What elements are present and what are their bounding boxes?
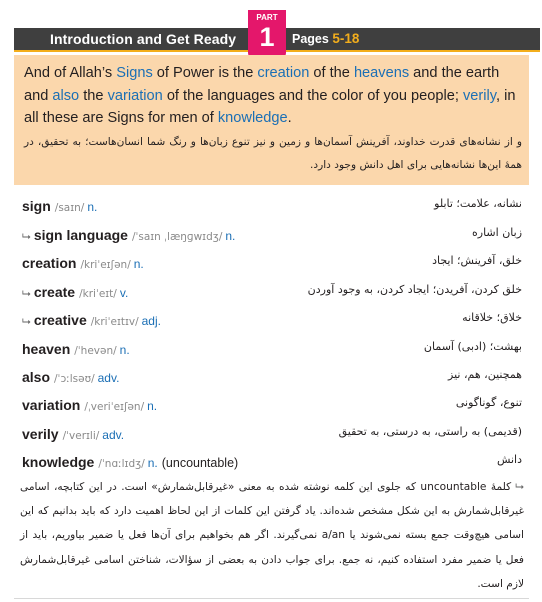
vocab-pos: adv. xyxy=(102,428,125,442)
vocab-pos: n. xyxy=(147,399,158,413)
keyword-creation: creation xyxy=(257,65,310,81)
vocab-word: creation xyxy=(22,255,77,271)
keyword-variation: variation xyxy=(107,87,163,104)
vocab-ipa: /ˈhevən/ xyxy=(74,345,117,357)
vocab-word: creative xyxy=(33,312,87,328)
vocab-word: variation xyxy=(22,397,81,413)
verse-persian: و از نشانه‌های قدرت خداوند، آفرینش آسمان‌ها و زمین و نیز تنوع زبان‌ها و رنگ شما انسان‌هاست؛ به تحقیق، در همهٔ این‌ها نشانه‌هایی برای اهل دانش وجود دارد. xyxy=(24,136,522,171)
vocab-entry xyxy=(22,309,522,333)
vocab-word: verily xyxy=(22,426,59,442)
note-text: کلمهٔ uncountable که جلوی این کلمه نوشته شده به معنی «غیرقابل‌شمارش» است. در این کتابچه، اسامی غیرقابل‌شمارش به این شکل مشخص شده‌اند. یاد گرفتن این کلمات از این لحاظ اهمیت دارد که باید بدانیم که این اسامی هیچ‌وقت جمع بسته نمی‌شوند یا a/an نمی‌گیرند. اگر هم بخواهیم برای آن‌ها فعل یا ضمیر بیاوریم، باید از فعل یا ضمیر مفرد استفاده کنیم، نه جمع. برای جواب دادن به بعضی از سؤالات، شناختن اسامی غیرقابل‌شمارش لازم است. xyxy=(20,481,524,590)
vocab-ipa: /ˌveriˈeɪʃən/ xyxy=(84,401,145,413)
vocab-meaning: خلاق؛ خلاقانه xyxy=(462,311,522,324)
return-arrow-icon: ⮡ xyxy=(22,315,31,328)
vocab-meaning: بهشت؛ (ادبی) آسمان xyxy=(423,340,522,353)
vocab-entry xyxy=(22,224,522,248)
keyword-signs: Signs xyxy=(116,65,153,81)
keyword-verily: verily xyxy=(462,87,496,104)
section-title: Introduction and Get Ready xyxy=(50,31,237,47)
keyword-knowledge: knowledge xyxy=(217,110,288,126)
vocab-meaning: همچنین، هم، نیز xyxy=(448,368,522,381)
vocab-ipa: /kriˈeɪʃən/ xyxy=(80,259,131,271)
vocab-entry xyxy=(22,366,522,390)
vocab-pos: n. xyxy=(147,456,158,470)
vocab-meaning: خلق، آفرینش؛ ایجاد xyxy=(432,254,522,267)
vocab-meaning: خلق کردن، آفریدن؛ ایجاد کردن، به وجود آوردن xyxy=(307,283,522,296)
vocab-entry xyxy=(22,451,522,475)
vocab-entry xyxy=(22,423,522,447)
vocab-word: knowledge xyxy=(22,454,95,470)
vocab-pos: n. xyxy=(225,229,236,243)
vocab-meaning: زبان اشاره xyxy=(472,226,522,239)
vocab-meaning: نشانه، علامت؛ تابلو xyxy=(434,197,522,210)
vocab-ipa: /ˈnɑːlɪdʒ/ xyxy=(98,458,145,470)
vocab-word: sign xyxy=(22,198,51,214)
grammar-note xyxy=(20,475,524,596)
pages-label: Pages xyxy=(292,32,329,46)
vocab-ipa: /kriˈeɪt/ xyxy=(79,288,117,300)
vocab-ipa: /ˈsaɪn ˌlæŋɡwɪdʒ/ xyxy=(131,231,223,243)
vocab-pos: adj. xyxy=(141,314,161,328)
vocab-entry xyxy=(22,195,522,219)
part-label: PART xyxy=(256,13,278,22)
vocab-ipa: /ˈverɪli/ xyxy=(62,430,100,442)
divider xyxy=(14,598,529,599)
vocab-pos: v. xyxy=(119,286,129,300)
vocab-word: also xyxy=(22,369,51,385)
vocab-meaning: (قدیمی) به راستی، به درستی، به تحقیق xyxy=(338,425,522,438)
keyword-heavens: heavens xyxy=(353,65,410,81)
verse-english: And of Allah’s Signs of Power is the creation of the heavens and the earth and also the variation of the languages and the color of you people; verily, in all these are Signs for men of knowledge. xyxy=(24,65,516,126)
vocab-pos: n. xyxy=(119,343,130,357)
vocab-ipa: /saɪn/ xyxy=(54,202,85,214)
vocab-extra: (uncountable) xyxy=(161,456,239,470)
vocab-word: create xyxy=(33,284,76,300)
vocab-ipa: /kriˈeɪtɪv/ xyxy=(90,316,139,328)
vocab-entry xyxy=(22,394,522,418)
vocab-meaning: تنوع، گوناگونی xyxy=(455,396,522,409)
return-arrow-icon: ⮡ xyxy=(22,287,31,300)
vocab-entry xyxy=(22,252,522,276)
keyword-also: also xyxy=(52,87,80,104)
return-arrow-icon: ⮡ xyxy=(22,230,31,243)
vocab-pos: n. xyxy=(87,200,98,214)
vocab-meaning: دانش xyxy=(496,453,522,466)
vocab-entry xyxy=(22,281,522,305)
page-range xyxy=(292,31,359,46)
vocab-pos: adv. xyxy=(97,371,120,385)
verse-box xyxy=(14,55,529,185)
vocab-word: sign language xyxy=(33,227,128,243)
part-number: 1 xyxy=(259,22,275,52)
vocab-entry xyxy=(22,338,522,362)
vocab-pos: n. xyxy=(133,257,144,271)
vocab-ipa: /ˈɔːlsəʊ/ xyxy=(54,373,95,385)
pages-range-value: 5-18 xyxy=(332,31,360,46)
return-arrow-icon: ⮡ xyxy=(515,480,524,493)
part-badge xyxy=(248,10,286,58)
vocab-word: heaven xyxy=(22,341,71,357)
